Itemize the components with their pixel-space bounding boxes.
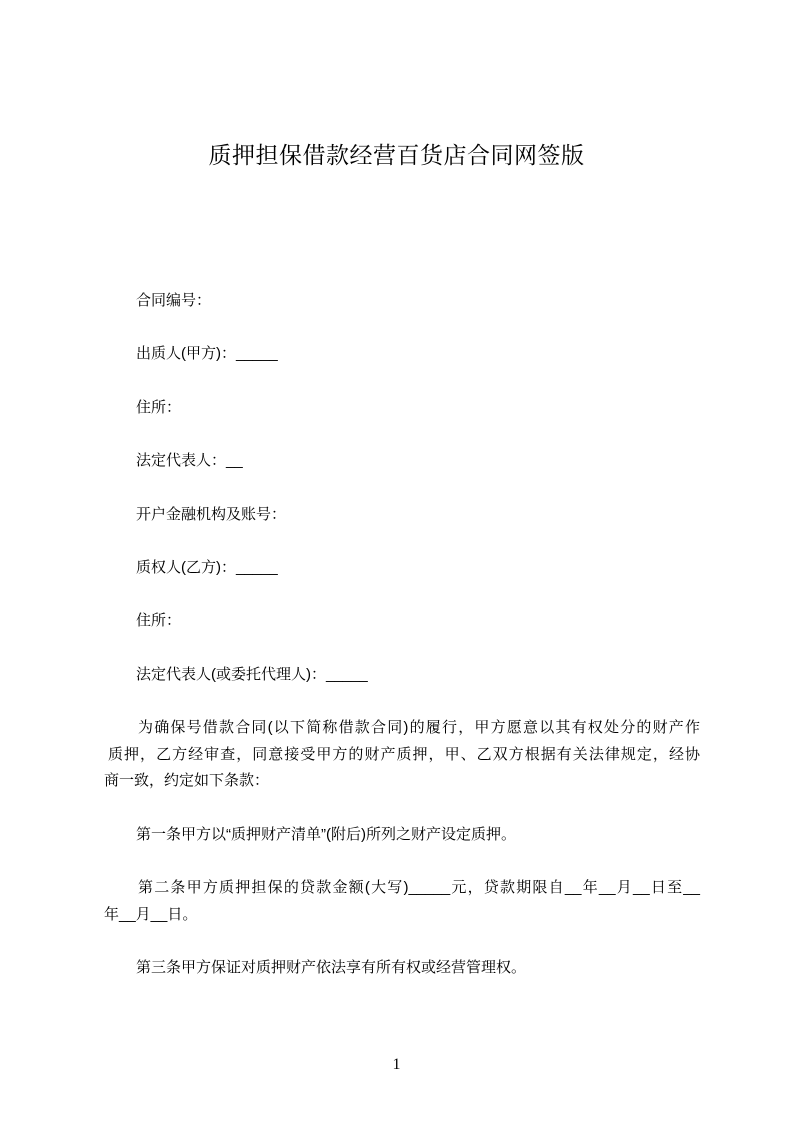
field-bank-account: 开户金融机构及账号： bbox=[136, 506, 287, 523]
field-pledgee-legal-rep: 法定代表人(或委托代理人)：_____ bbox=[136, 666, 368, 683]
field-contract-number: 合同编号： bbox=[136, 292, 212, 309]
field-pledgee-address: 住所： bbox=[136, 612, 182, 629]
field-pledgee: 质权人(乙方)：_____ bbox=[136, 559, 278, 576]
document-title: 质押担保借款经营百货店合同网签版 bbox=[208, 142, 585, 168]
clause-2-line: 年__月__日。 bbox=[104, 906, 198, 923]
page-number: 1 bbox=[392, 1056, 401, 1073]
intro-line: 质押，乙方经审查，同意接受甲方的财产质押，甲、乙双方根据有关法律规定，经协 bbox=[108, 746, 700, 763]
intro-line: 为确保号借款合同(以下简称借款合同)的履行，甲方愿意以其有权处分的财产作 bbox=[138, 719, 700, 736]
intro-line: 商一致，约定如下条款： bbox=[104, 772, 270, 789]
field-pledgor: 出质人(甲方)：_____ bbox=[136, 345, 278, 362]
clause-2-line: 第二条甲方质押担保的贷款金额(大写)_____元，贷款期限自__年__月__日至__ bbox=[138, 879, 700, 896]
field-pledgor-legal-rep: 法定代表人：__ bbox=[136, 452, 243, 469]
clause-3: 第三条甲方保证对质押财产依法享有所有权或经营管理权。 bbox=[136, 959, 527, 976]
clause-1: 第一条甲方以“质押财产清单”(附后)所列之财产设定质押。 bbox=[136, 826, 516, 843]
field-pledgor-address: 住所： bbox=[136, 399, 182, 416]
